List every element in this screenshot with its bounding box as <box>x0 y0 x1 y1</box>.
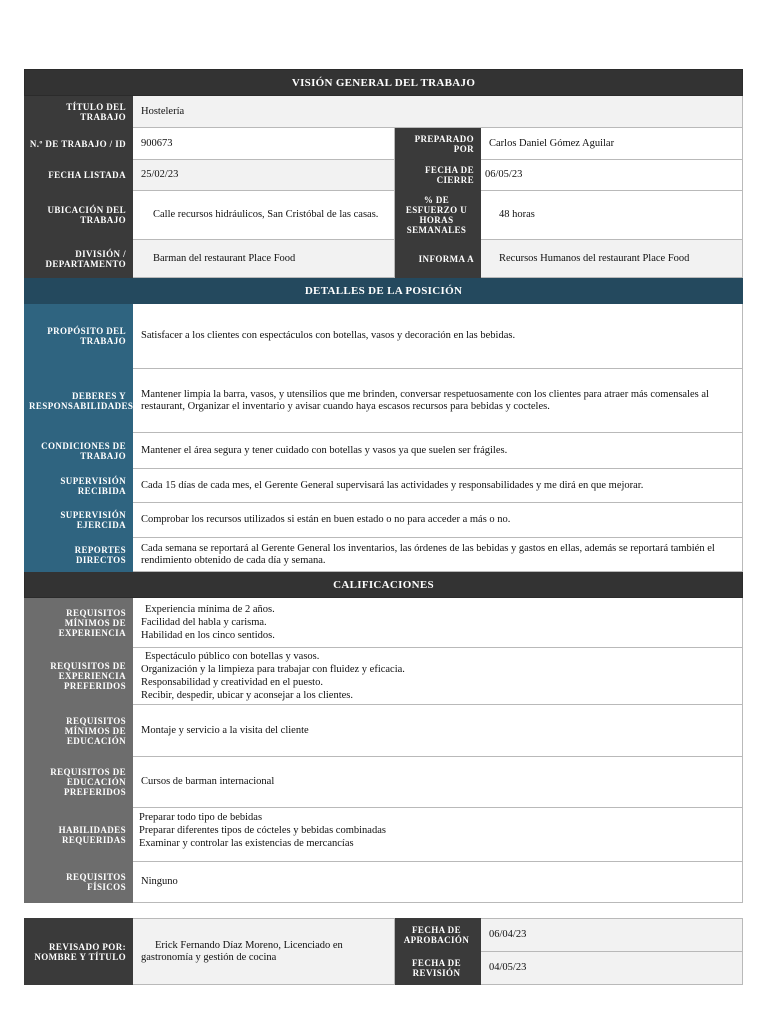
min-experience-line: Experiencia mínima de 2 años. <box>145 604 275 615</box>
duties-value: Mantener limpia la barra, vasos, y utensilios que me brinden, conversar respetuosamente con los clientes para atraer más comensales al restaurant, Organizar el inventario y avisar cuando haya escasos recursos para bebidas y cocteles. <box>133 369 743 433</box>
revision-date-label: FECHA DE REVISIÓN <box>395 952 481 985</box>
reports-to-value: Recursos Humanos del restaurant Place Food <box>481 240 743 278</box>
purpose-value: Satisfacer a los clientes con espectáculos con botellas, vasos y decoración en las bebidas. <box>133 304 743 369</box>
main-table <box>24 69 743 903</box>
qualifications-header: CALIFICACIONES <box>25 572 743 598</box>
min-experience-line: Habilidad en los cinco sentidos. <box>141 630 275 641</box>
reviewed-by-label: REVISADO POR: NOMBRE Y TÍTULO <box>25 919 133 985</box>
position-header: DETALLES DE LA POSICIÓN <box>25 278 743 304</box>
supervision-exercised-label: SUPERVISIÓN EJERCIDA <box>25 503 133 538</box>
duties-label: DEBERES Y RESPONSABILIDADES <box>25 369 133 433</box>
overview-header: VISIÓN GENERAL DEL TRABAJO <box>25 70 743 96</box>
supervision-received-value: Cada 15 días de cada mes, el Gerente General supervisará las actividades y responsabilidades y me dirá en que mejorar. <box>133 469 743 503</box>
pref-experience-line: Responsabilidad y creatividad en el puesto. <box>141 677 323 688</box>
job-title-value: Hostelería <box>133 96 743 128</box>
conditions-value: Mantener el área segura y tener cuidado con botellas y vasos ya que suelen ser frágiles. <box>133 433 743 469</box>
physical-label: REQUISITOS FÍSICOS <box>25 862 133 903</box>
physical-value: Ninguno <box>133 862 743 903</box>
skill-line: Preparar todo tipo de bebidas <box>139 812 263 823</box>
listed-date-label: FECHA LISTADA <box>25 160 133 191</box>
skill-line: Examinar y controlar las existencias de mercancías <box>139 838 354 849</box>
closing-date-label: FECHA DE CIERRE <box>395 160 481 191</box>
skills-label: HABILIDADES REQUERIDAS <box>25 808 133 862</box>
pref-experience-line: Recibir, despedir, ubicar y aconsejar a los clientes. <box>141 690 353 701</box>
min-experience-value <box>133 598 743 648</box>
pref-experience-value <box>133 648 743 705</box>
job-id-value: 900673 <box>133 128 395 160</box>
review-table <box>24 918 743 985</box>
purpose-label: PROPÓSITO DEL TRABAJO <box>25 304 133 369</box>
reports-to-label: INFORMA A <box>395 240 481 278</box>
pref-experience-line: Organización y la limpieza para trabajar con fluidez y eficacia. <box>141 664 405 675</box>
pref-education-label: REQUISITOS DE EDUCACIÓN PREFERIDOS <box>25 757 133 808</box>
direct-reports-value: Cada semana se reportará al Gerente General los inventarios, las órdenes de las bebidas y gastos en ellas, además se reportará también el rendimiento obtenido de cada día y semana. <box>133 538 743 572</box>
conditions-label: CONDICIONES DE TRABAJO <box>25 433 133 469</box>
approval-date-label: FECHA DE APROBACIÓN <box>395 919 481 952</box>
location-value: Calle recursos hidráulicos, San Cristóbal de las casas. <box>133 191 395 240</box>
approval-date-value: 06/04/23 <box>481 919 743 952</box>
location-label: UBICACIÓN DEL TRABAJO <box>25 191 133 240</box>
direct-reports-label: REPORTES DIRECTOS <box>25 538 133 572</box>
effort-value: 48 horas <box>481 191 743 240</box>
supervision-received-label: SUPERVISIÓN RECIBIDA <box>25 469 133 503</box>
supervision-exercised-value: Comprobar los recursos utilizados si están en buen estado o no para acceder a más o no. <box>133 503 743 538</box>
prepared-by-value: Carlos Daniel Gómez Aguilar <box>481 128 743 160</box>
pref-experience-line: Espectáculo público con botellas y vasos. <box>145 651 320 662</box>
min-education-label: REQUISITOS MÍNIMOS DE EDUCACIÓN <box>25 705 133 757</box>
skill-line: Preparar diferentes tipos de cócteles y bebidas combinadas <box>139 825 386 836</box>
revision-date-value: 04/05/23 <box>481 952 743 985</box>
closing-date-value: 06/05/23 <box>481 160 743 191</box>
job-title-label: TÍTULO DEL TRABAJO <box>25 96 133 128</box>
listed-date-value: 25/02/23 <box>133 160 395 191</box>
reviewed-by-value: Erick Fernando Díaz Moreno, Licenciado en gastronomía y gestión de cocina <box>133 919 395 985</box>
job-description-sheet <box>24 69 742 985</box>
division-value: Barman del restaurant Place Food <box>133 240 395 278</box>
effort-label: % DE ESFUERZO U HORAS SEMANALES <box>395 191 481 240</box>
min-experience-line: Facilidad del habla y carisma. <box>141 617 267 628</box>
pref-education-value: Cursos de barman internacional <box>133 757 743 808</box>
min-experience-label: REQUISITOS MÍNIMOS DE EXPERIENCIA <box>25 598 133 648</box>
division-label: DIVISIÓN / DEPARTAMENTO <box>25 240 133 278</box>
pref-experience-label: REQUISITOS DE EXPERIENCIA PREFERIDOS <box>25 648 133 705</box>
min-education-value: Montaje y servicio a la visita del cliente <box>133 705 743 757</box>
prepared-by-label: PREPARADO POR <box>395 128 481 160</box>
skills-value <box>133 808 743 862</box>
job-id-label: N.º DE TRABAJO / ID <box>25 128 133 160</box>
